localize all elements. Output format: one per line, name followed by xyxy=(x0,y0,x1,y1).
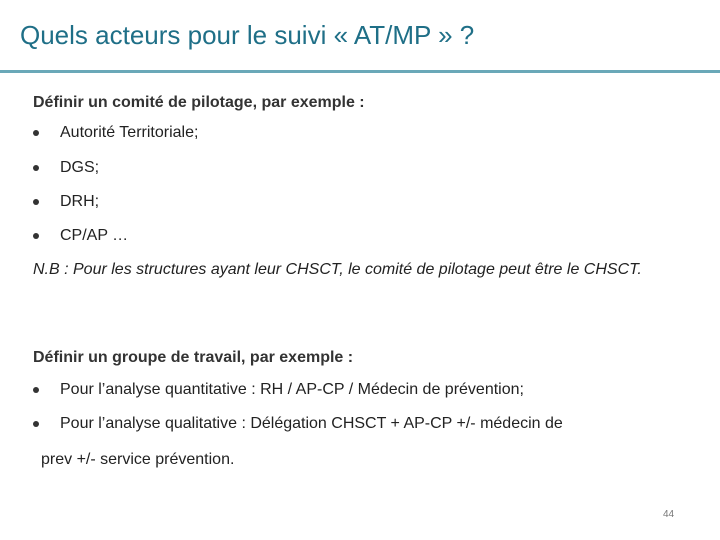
list-item-label: Pour l’analyse qualitative : Délégation CHSCT + AP-CP +/- médecin de xyxy=(60,415,563,432)
title-divider xyxy=(0,70,720,73)
list-item xyxy=(33,124,198,142)
bullet-icon xyxy=(33,199,39,205)
bullet-icon xyxy=(33,130,39,136)
list-item-label: Pour l’analyse quantitative : RH / AP-CP / Médecin de prévention; xyxy=(60,381,524,398)
list-item xyxy=(33,227,128,245)
list-item xyxy=(33,381,524,399)
list-item-label: CP/AP … xyxy=(60,227,129,244)
steering-committee-heading: Définir un comité de pilotage, par exemple : xyxy=(33,94,365,111)
list-item-label: DRH; xyxy=(60,193,100,210)
bullet-icon xyxy=(33,421,39,427)
list-item-label: Autorité Territoriale; xyxy=(60,124,199,141)
list-item xyxy=(33,159,99,177)
bullet-icon xyxy=(33,233,39,239)
bullet-icon xyxy=(33,387,39,393)
chsct-note: N.B : Pour les structures ayant leur CHSCT, le comité de pilotage peut être le CHSCT. xyxy=(33,261,642,278)
slide-title: Quels acteurs pour le suivi « AT/MP » ? xyxy=(20,20,475,50)
list-item xyxy=(33,415,563,433)
list-item-continuation: prev +/- service prévention. xyxy=(41,451,235,468)
list-item xyxy=(33,193,99,211)
list-item-label: DGS; xyxy=(60,159,100,176)
bullet-icon xyxy=(33,165,39,171)
page-number: 44 xyxy=(663,509,675,520)
working-group-heading: Définir un groupe de travail, par exemple : xyxy=(33,349,354,366)
